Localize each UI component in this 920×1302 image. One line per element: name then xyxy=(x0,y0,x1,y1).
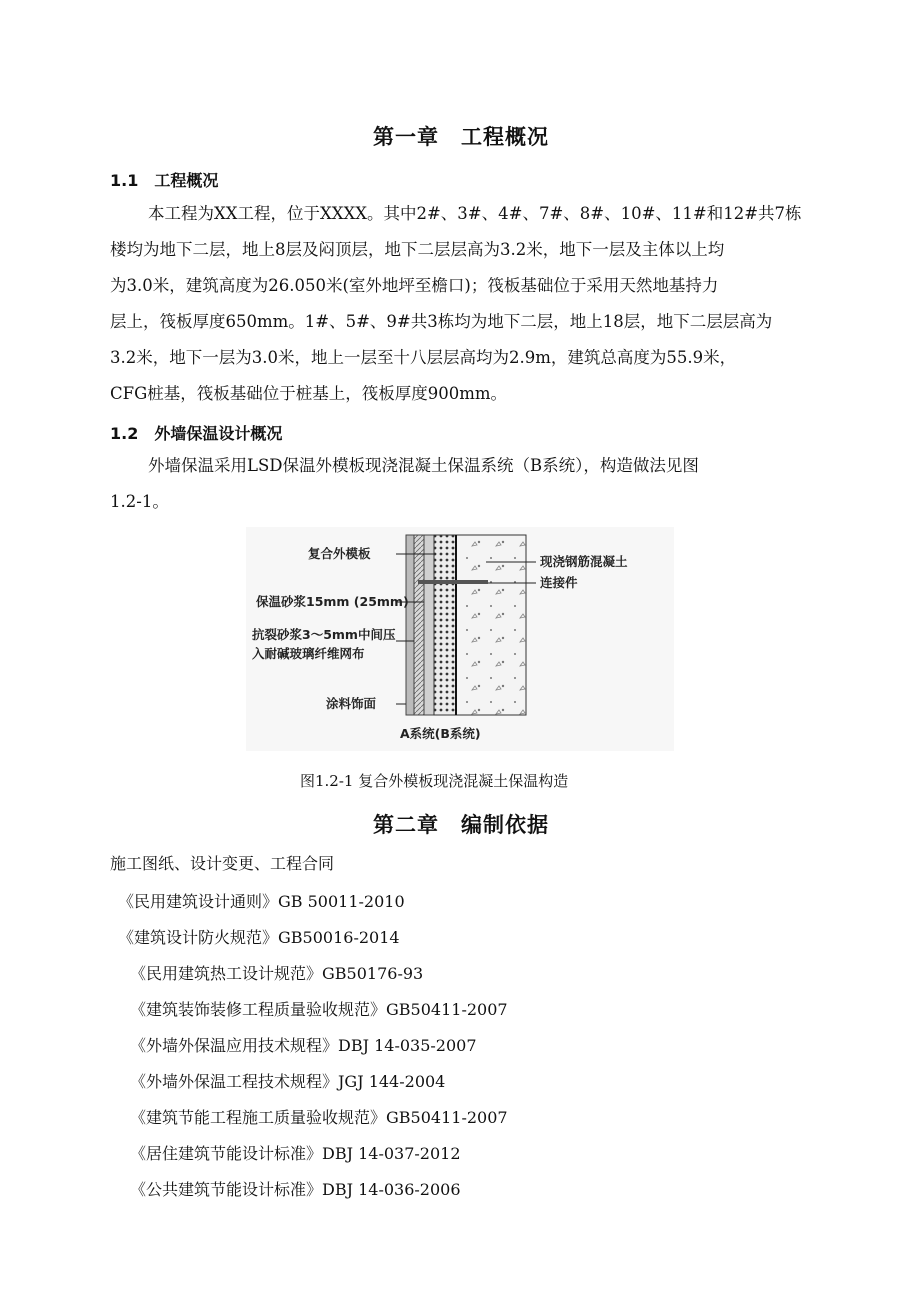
label-fiber-mesh: 入耐碱玻璃纤维网布 xyxy=(252,646,365,661)
label-composite-formwork: 复合外模板 xyxy=(308,546,371,561)
section-1-1-heading: 1.1 工程概况 xyxy=(110,171,219,190)
composite-formwork-layer xyxy=(434,535,456,715)
reference-item: 《建筑节能工程施工质量验收规范》GB50411-2007 xyxy=(130,1108,508,1127)
mortar-layer xyxy=(424,535,434,715)
figure-caption: 图1.2-1 复合外模板现浇混凝土保温构造 xyxy=(300,772,569,790)
label-anti-crack-mortar: 抗裂砂浆3～5mm中间压 xyxy=(252,627,396,642)
label-coating-finish: 涂料饰面 xyxy=(326,696,377,711)
reference-item: 《居住建筑节能设计标准》DBJ 14-037-2012 xyxy=(130,1144,461,1163)
connector xyxy=(418,580,488,584)
label-system: A系统(B系统) xyxy=(400,726,481,741)
anti-crack-mortar-layer xyxy=(414,535,424,715)
reference-item: 《外墙外保温工程技术规程》JGJ 144-2004 xyxy=(130,1072,446,1091)
reference-item: 《公共建筑节能设计标准》DBJ 14-036-2006 xyxy=(130,1180,461,1199)
paragraph-line: CFG桩基，筏板基础位于桩基上，筏板厚度900mm。 xyxy=(110,384,508,403)
label-cast-concrete: 现浇钢筋混凝土 xyxy=(540,554,628,569)
wall-insulation-diagram xyxy=(246,527,674,751)
reference-item: 《建筑设计防火规范》GB50016-2014 xyxy=(118,928,400,947)
paragraph-line: 1.2-1。 xyxy=(110,492,169,511)
label-insulation-mortar: 保温砂浆15mm (25mm) xyxy=(256,594,409,609)
reference-item: 《民用建筑热工设计规范》GB50176-93 xyxy=(130,964,424,983)
reference-item: 《建筑装饰装修工程质量验收规范》GB50411-2007 xyxy=(130,1000,508,1019)
paragraph-line: 3.2米，地下一层为3.0米，地上一层至十八层层高均为2.9m，建筑总高度为55.9米， xyxy=(110,348,737,367)
coating-layer xyxy=(406,535,414,715)
reference-item: 《民用建筑设计通则》GB 50011-2010 xyxy=(118,892,405,911)
label-connector: 连接件 xyxy=(540,575,578,590)
paragraph-line: 为3.0米，建筑高度为26.050米(室外地坪至檐口)；筏板基础位于采用天然地基持力 xyxy=(110,276,719,295)
chapter-2-title: 第二章 编制依据 xyxy=(373,813,549,837)
chapter-1-title: 第一章 工程概况 xyxy=(373,125,549,149)
paragraph-line: 本工程为XX工程，位于XXXX。其中2#、3#、4#、7#、8#、10#、11#和12#共7栋 xyxy=(148,204,802,223)
paragraph-line: 外墙保温采用LSD保温外模板现浇混凝土保温系统（B系统），构造做法见图 xyxy=(148,456,699,475)
paragraph-line: 楼均为地下二层，地上8层及闷顶层，地下二层层高为3.2米，地下一层及主体以上均 xyxy=(110,240,725,259)
reference-item: 《外墙外保温应用技术规程》DBJ 14-035-2007 xyxy=(130,1036,477,1055)
paragraph-line: 层上，筏板厚度650mm。1#、5#、9#共3栋均为地下二层，地上18层，地下二层层高为 xyxy=(110,312,773,331)
section-1-2-heading: 1.2 外墙保温设计概况 xyxy=(110,424,283,443)
basis-intro: 施工图纸、设计变更、工程合同 xyxy=(110,854,335,873)
